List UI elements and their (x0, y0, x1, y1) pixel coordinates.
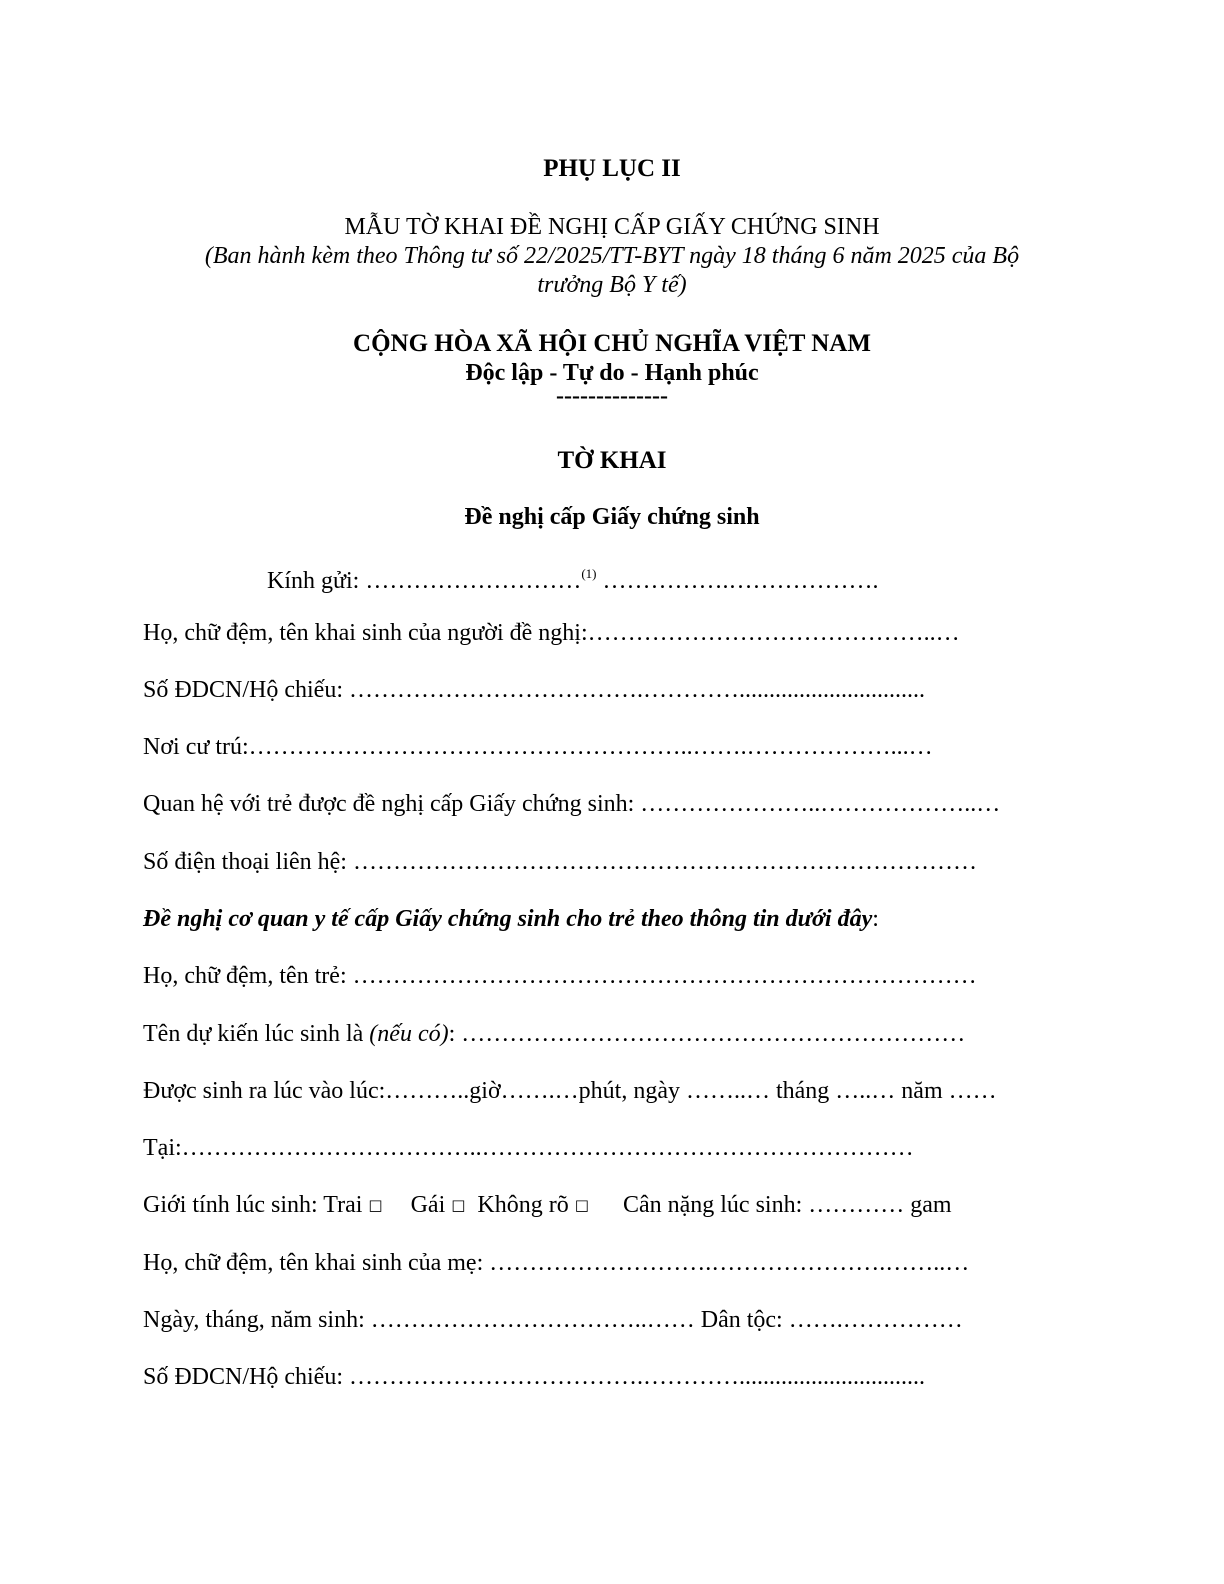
recipient-footnote: (1) (581, 566, 597, 581)
applicant-name-field: Họ, chữ đệm, tên khai sinh của người đề nghị:……………………………………..… (143, 620, 960, 646)
mother-id-field: Số ĐDCN/Hộ chiếu: ……………………………….…………............................... (143, 1364, 925, 1390)
document-subtitle: Đề nghị cấp Giấy chứng sinh (464, 504, 760, 530)
document-title: TỜ KHAI (557, 447, 667, 474)
request-text: Đề nghị cơ quan y tế cấp Giấy chứng sinh cho trẻ theo thông tin dưới đây (143, 906, 873, 932)
gender-unknown-label: Không rõ (477, 1192, 569, 1218)
request-colon: : (872, 906, 879, 932)
expected-name-field (143, 1020, 965, 1048)
issued-note-line1: (Ban hành kèm theo Thông tư số 22/2025/TT-BYT ngày 18 tháng 6 năm 2025 của Bộ (204, 243, 1020, 269)
gender-weight-row (143, 1191, 952, 1219)
issued-note-line2: trưởng Bộ Y tế) (537, 272, 687, 298)
gender-label: Giới tính lúc sinh: Trai (143, 1192, 363, 1218)
checkbox-female-icon[interactable]: □ (451, 1196, 466, 1214)
gender-female-label: Gái (410, 1192, 446, 1218)
residence-field: Nơi cư trú:………………………………………………..…….………………...… (143, 734, 933, 760)
country-name: CỘNG HÒA XÃ HỘI CHỦ NGHĨA VIỆT NAM (353, 330, 871, 357)
birth-place-field: Tại:………………………………..……………………………………………… (143, 1135, 914, 1161)
phone-field: Số điện thoại liên hệ: …………………………………………………………………… (143, 849, 977, 875)
expected-name-label: Tên dự kiến lúc sinh là (143, 1021, 370, 1047)
appendix-heading: PHỤ LỤC II (543, 155, 681, 182)
applicant-id-field: Số ĐDCN/Hộ chiếu: ……………………………….…………............................... (143, 677, 925, 703)
mother-dob-ethnicity-field: Ngày, tháng, năm sinh: ……………………………..…… Dân tộc: …….…………… (143, 1307, 963, 1333)
recipient-dots: …………….………………. (596, 568, 879, 594)
checkbox-unknown-icon[interactable]: □ (574, 1196, 589, 1214)
relationship-field: Quan hệ với trẻ được đề nghị cấp Giấy chứng sinh: …………………..………………..… (143, 791, 1001, 817)
motto-separator: -------------- (556, 383, 668, 409)
birth-time-field: Được sinh ra lúc vào lúc:………..giờ…….…phút, ngày ……..… tháng …..… năm …… (143, 1078, 997, 1104)
birth-weight-field: Cân nặng lúc sinh: ………… gam (622, 1192, 952, 1218)
request-statement (143, 905, 879, 933)
expected-name-optional: (nếu có) (369, 1021, 449, 1047)
form-title: MẪU TỜ KHAI ĐỀ NGHỊ CẤP GIẤY CHỨNG SINH (344, 214, 880, 240)
mother-name-field: Họ, chữ đệm, tên khai sinh của mẹ: ……………………….………………….……..… (143, 1250, 970, 1276)
national-motto: Độc lập - Tự do - Hạnh phúc (465, 360, 759, 386)
recipient-line (267, 560, 879, 595)
child-name-field: Họ, chữ đệm, tên trẻ: …………………………………………………………………… (143, 963, 977, 989)
recipient-label: Kính gửi: ……………………… (267, 568, 582, 594)
checkbox-male-icon[interactable]: □ (368, 1196, 383, 1214)
expected-name-dots: : ……………………………………………………… (448, 1021, 966, 1047)
